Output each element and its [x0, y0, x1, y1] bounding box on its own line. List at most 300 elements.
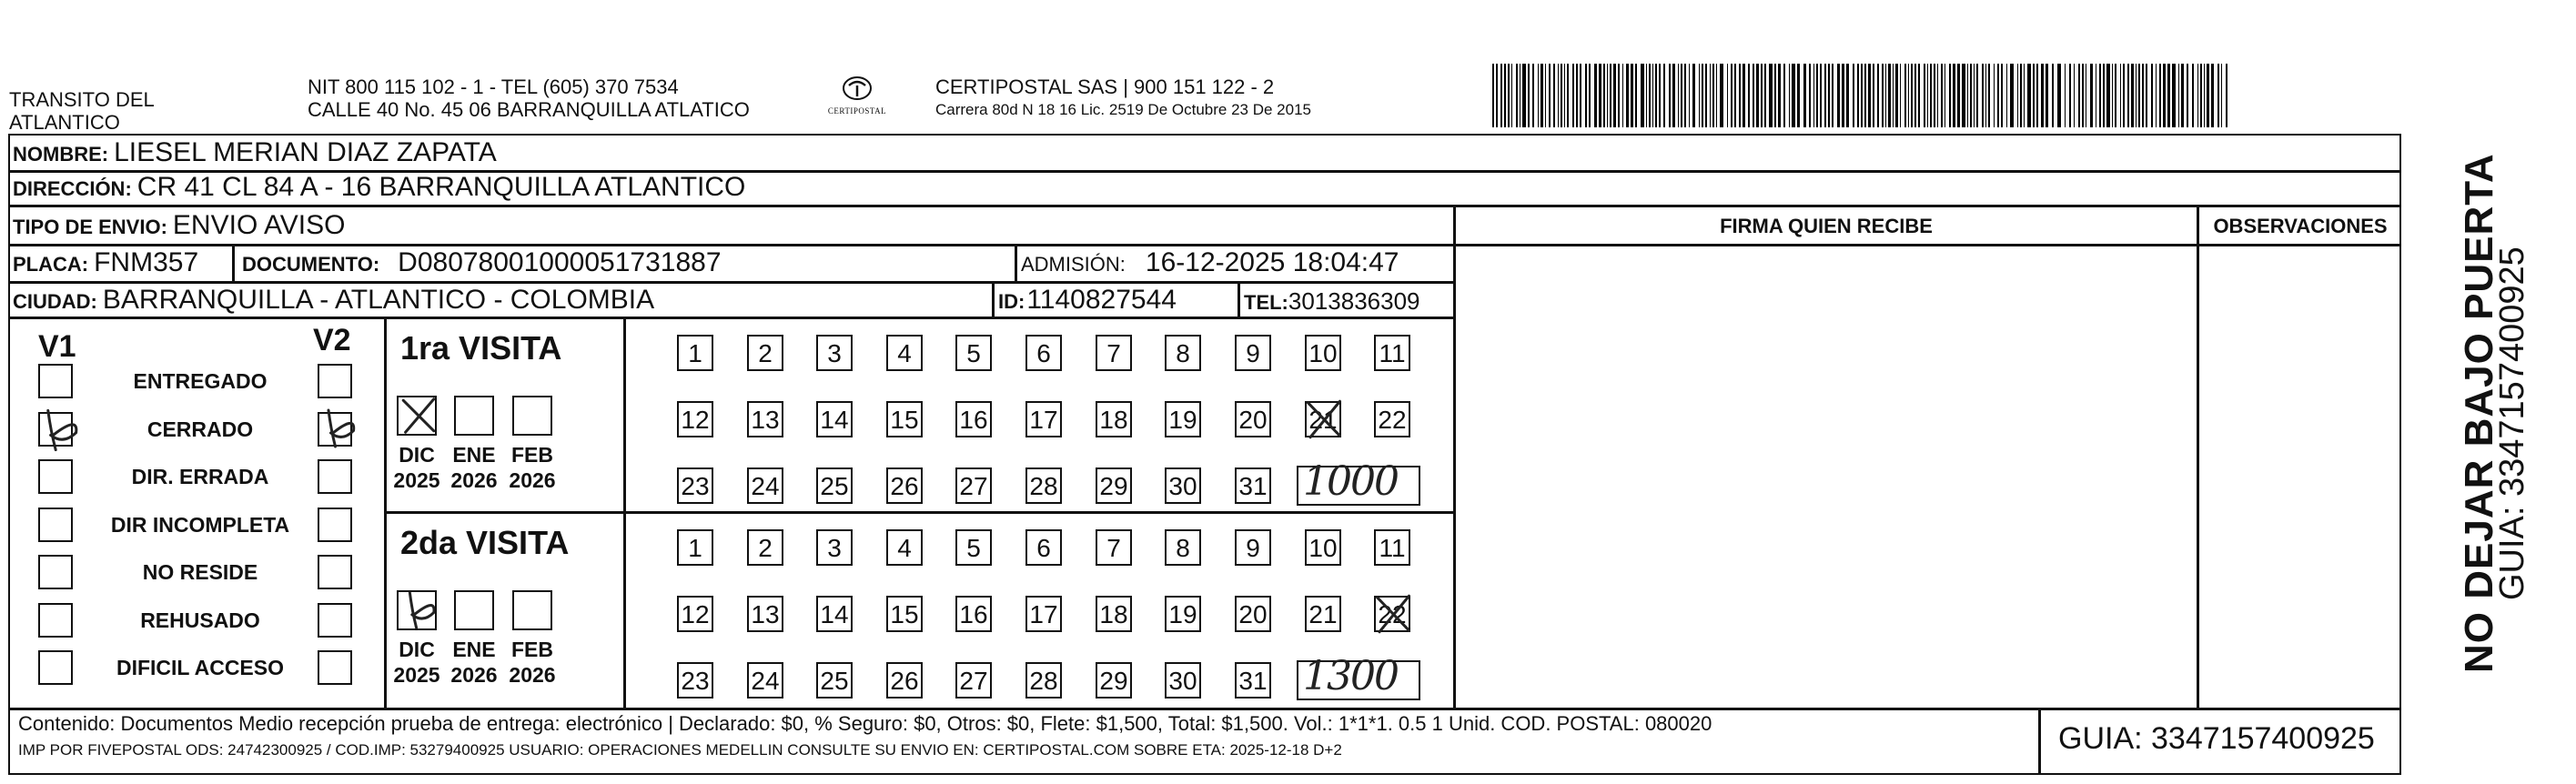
- visit1-day-18[interactable]: 18: [1096, 401, 1132, 437]
- barcode-bar: [1635, 64, 1637, 127]
- documento-label: DOCUMENTO:: [242, 253, 380, 276]
- visit1-day-14[interactable]: 14: [816, 401, 853, 437]
- barcode-bar: [1967, 64, 1969, 127]
- visit1-day-26[interactable]: 26: [886, 467, 923, 504]
- barcode-bar: [1672, 64, 1675, 127]
- barcode-bar: [1953, 64, 1955, 127]
- barcode-bar: [1684, 64, 1686, 127]
- logo-text: CERTIPOSTAL: [827, 106, 887, 116]
- barcode-bar: [2136, 64, 2137, 127]
- nombre-row: [13, 137, 497, 168]
- visit1-day-12[interactable]: 12: [677, 401, 713, 437]
- admision-field: [1021, 247, 1399, 278]
- visit2-month-label-dic: DIC: [399, 638, 435, 661]
- barcode-bar: [1774, 64, 1776, 127]
- barcode-bar: [1974, 64, 1975, 127]
- visit1-day-21[interactable]: 21: [1305, 401, 1341, 437]
- barcode-bar: [2010, 64, 2013, 127]
- barcode-bar: [1622, 64, 1624, 127]
- sender-contact: [308, 75, 750, 121]
- barcode: [1492, 64, 2229, 127]
- visit2-day-26[interactable]: 26: [886, 662, 923, 699]
- status-label-dificil-acceso: DIFICIL ACCESO: [116, 656, 284, 679]
- barcode-bar: [2138, 64, 2140, 127]
- visit1-month-box-ene[interactable]: [454, 396, 494, 436]
- barcode-bar: [1561, 64, 1562, 127]
- barcode-bar: [1731, 64, 1732, 127]
- barcode-bar: [1783, 64, 1785, 127]
- visit2-day-23[interactable]: 23: [677, 662, 713, 699]
- visit1-time-box[interactable]: [1297, 466, 1420, 506]
- barcode-bar: [1702, 64, 1703, 127]
- barcode-bar: [2065, 64, 2066, 127]
- barcode-bar: [1603, 64, 1605, 127]
- v2-checkbox-entregado[interactable]: [318, 364, 352, 398]
- barcode-bar: [1580, 64, 1581, 127]
- barcode-bar: [1764, 64, 1766, 127]
- barcode-bar: [1727, 64, 1729, 127]
- barcode-bar: [2127, 64, 2129, 127]
- visit1-day-25[interactable]: 25: [816, 467, 853, 504]
- visit1-day-31[interactable]: 31: [1235, 467, 1271, 504]
- barcode-bar: [1904, 64, 1906, 127]
- barcode-bar: [1567, 64, 1569, 127]
- barcode-bar: [1720, 64, 1722, 127]
- barcode-bar: [1895, 64, 1897, 127]
- barcode-bar: [1988, 64, 1990, 127]
- visit1-day-8[interactable]: 8: [1165, 335, 1201, 371]
- visit2-title: 2da VISITA: [400, 524, 570, 561]
- barcode-bar: [1705, 64, 1707, 127]
- visit1-day-7[interactable]: 7: [1096, 335, 1132, 371]
- barcode-bar: [2017, 64, 2019, 127]
- visit2-day-22[interactable]: 22: [1374, 596, 1410, 632]
- visit2-day-2[interactable]: 2: [747, 529, 783, 566]
- barcode-bar: [1949, 64, 1951, 127]
- barcode-bar: [1576, 64, 1578, 127]
- barcode-bar: [1769, 64, 1772, 127]
- visit1-day-6[interactable]: 6: [1025, 335, 1062, 371]
- visit2-day-11[interactable]: 11: [1374, 529, 1410, 566]
- footer-guia: GUIA: 3347157400925: [2058, 721, 2375, 756]
- barcode-bar: [2082, 64, 2084, 127]
- barcode-bar: [1545, 64, 1547, 127]
- barcode-bar: [1861, 64, 1863, 127]
- barcode-bar: [1888, 64, 1890, 127]
- barcode-bar: [1699, 64, 1701, 127]
- barcode-bar: [2090, 64, 2092, 127]
- visit1-day-22[interactable]: 22: [1374, 401, 1410, 437]
- visit1-day-30[interactable]: 30: [1165, 467, 1201, 504]
- barcode-bar: [1678, 64, 1680, 127]
- visit1-day-16[interactable]: 16: [955, 401, 992, 437]
- barcode-bar: [1900, 64, 1902, 127]
- visit2-day-12[interactable]: 12: [677, 596, 713, 632]
- v1-checkbox-dir-incompleta[interactable]: [38, 508, 73, 542]
- visit2-month-box-dic[interactable]: [397, 590, 437, 630]
- barcode-bar: [1553, 64, 1555, 127]
- barcode-bar: [2163, 64, 2166, 127]
- visit2-month-label-ene: ENE: [452, 638, 496, 661]
- barcode-bar: [1516, 64, 1518, 127]
- barcode-bar: [1692, 64, 1694, 127]
- barcode-bar: [1816, 64, 1818, 127]
- visit2-day-13[interactable]: 13: [747, 596, 783, 632]
- barcode-bar: [2131, 64, 2134, 127]
- visit2-month-box-feb[interactable]: [512, 590, 552, 630]
- barcode-bar: [1631, 64, 1633, 127]
- barcode-bar: [2103, 64, 2105, 127]
- barcode-bar: [1589, 64, 1591, 127]
- barcode-bar: [1908, 64, 1910, 127]
- barcode-bar: [1868, 64, 1871, 127]
- v1-checkbox-entregado[interactable]: [38, 364, 73, 398]
- barcode-bar: [1842, 64, 1844, 127]
- barcode-bar: [1937, 64, 1939, 127]
- status-label-entregado: ENTREGADO: [133, 369, 268, 393]
- barcode-bar: [1893, 64, 1894, 127]
- visit1-day-11[interactable]: 11: [1374, 335, 1410, 371]
- tel-label: TEL:: [1244, 291, 1288, 314]
- license-line: Carrera 80d N 18 16 Lic. 2519 De Octubre 23 De 2015: [935, 101, 1311, 118]
- direccion-label: DIRECCIÓN:: [13, 177, 132, 200]
- tipo-envio-row: [13, 210, 345, 241]
- barcode-bar: [2006, 64, 2008, 127]
- barcode-bar: [2178, 64, 2180, 127]
- barcode-bar: [1532, 64, 1534, 127]
- visit2-day-19[interactable]: 19: [1165, 596, 1201, 632]
- v2-checkbox-rehusado[interactable]: [318, 603, 352, 638]
- status-label-dir-errada: DIR. ERRADA: [131, 465, 269, 488]
- barcode-bar: [1492, 64, 1494, 127]
- visit2-day-9[interactable]: 9: [1235, 529, 1271, 566]
- barcode-bar: [2221, 64, 2223, 127]
- tipo-envio-label: TIPO DE ENVIO:: [13, 216, 167, 238]
- barcode-bar: [1641, 64, 1643, 127]
- visit1-year-label-feb: 2026: [509, 468, 556, 492]
- barcode-bar: [1594, 64, 1597, 127]
- visit2-day-7[interactable]: 7: [1096, 529, 1132, 566]
- barcode-bar: [1511, 64, 1513, 127]
- v1-checkbox-dificil-acceso[interactable]: [38, 650, 73, 685]
- barcode-bar: [1520, 64, 1521, 127]
- barcode-bar: [1837, 64, 1840, 127]
- placa-field: [13, 247, 198, 278]
- documento-value: D08078001000051731887: [398, 247, 722, 277]
- visit1-month-label-feb: FEB: [511, 443, 553, 467]
- barcode-bar: [1957, 64, 1960, 127]
- barcode-bar: [1864, 64, 1866, 127]
- sender-name: [9, 88, 155, 134]
- barcode-bar: [2057, 64, 2060, 127]
- barcode-bar: [2001, 64, 2003, 127]
- visit2-day-31[interactable]: 31: [1235, 662, 1271, 699]
- barcode-bar: [1669, 64, 1671, 127]
- barcode-bar: [1652, 64, 1654, 127]
- barcode-bar: [1930, 64, 1932, 127]
- visit1-title: 1ra VISITA: [400, 329, 562, 367]
- visit2-day-17[interactable]: 17: [1025, 596, 1062, 632]
- visit2-year-label-ene: 2026: [450, 663, 498, 687]
- visit1-day-24[interactable]: 24: [747, 467, 783, 504]
- visit2-day-1[interactable]: 1: [677, 529, 713, 566]
- barcode-bar: [1613, 64, 1616, 127]
- barcode-bar: [1734, 64, 1736, 127]
- visit2-day-27[interactable]: 27: [955, 662, 992, 699]
- visit2-day-25[interactable]: 25: [816, 662, 853, 699]
- visit2-year-label-dic: 2025: [393, 663, 440, 687]
- visit1-month-label-dic: DIC: [399, 443, 435, 467]
- visit2-day-24[interactable]: 24: [747, 662, 783, 699]
- contenido-text: Contenido: Documentos Medio recepción prueba de entrega: electrónico | Declarado: $0, % Seguro: $0, Otros: $0, Flete: $1,500, Total: $1,500. Vol.: 1*1*1. 0.5 1 Unid. COD. POSTAL: 080020: [18, 712, 1712, 735]
- v2-checkbox-dir-errada[interactable]: [318, 459, 352, 494]
- barcode-bar: [1761, 64, 1763, 127]
- visit1-day-2[interactable]: 2: [747, 335, 783, 371]
- barcode-bar: [1792, 64, 1794, 127]
- v1-checkbox-no-reside[interactable]: [38, 555, 73, 589]
- visit1-day-4[interactable]: 4: [886, 335, 923, 371]
- admision-value: 16-12-2025 18:04:47: [1145, 247, 1399, 277]
- v2-checkbox-dir-incompleta[interactable]: [318, 508, 352, 542]
- visit1-day-29[interactable]: 29: [1096, 467, 1132, 504]
- barcode-bar: [2200, 64, 2202, 127]
- barcode-bar: [1585, 64, 1587, 127]
- barcode-bar: [1739, 64, 1741, 127]
- barcode-bar: [1982, 64, 1984, 127]
- barcode-bar: [1813, 64, 1815, 127]
- barcode-bar: [1655, 64, 1657, 127]
- barcode-bar: [1564, 64, 1566, 127]
- visit2-time-handwritten: 1300: [1303, 653, 1398, 699]
- barcode-bar: [1918, 64, 1920, 127]
- id-value: 1140827544: [1026, 285, 1177, 315]
- barcode-bar: [1824, 64, 1826, 127]
- barcode-bar: [2181, 64, 2184, 127]
- visit1-day-20[interactable]: 20: [1235, 401, 1271, 437]
- no-dejar-bajo-puerta: NO DEJAR BAJO PUERTA: [2457, 153, 2501, 673]
- visit2-day-6[interactable]: 6: [1025, 529, 1062, 566]
- barcode-bar: [1857, 64, 1859, 127]
- side-guia: GUIA: 3347157400925: [2493, 246, 2531, 600]
- visit1-day-28[interactable]: 28: [1025, 467, 1062, 504]
- firma-header: FIRMA QUIEN RECIBE: [1720, 215, 1933, 237]
- barcode-bar: [1618, 64, 1620, 127]
- visit1-day-23[interactable]: 23: [677, 467, 713, 504]
- visit2-day-20[interactable]: 20: [1235, 596, 1271, 632]
- barcode-bar: [1927, 64, 1929, 127]
- id-label: ID:: [998, 290, 1025, 313]
- barcode-bar: [1853, 64, 1854, 127]
- barcode-bar: [2046, 64, 2048, 127]
- tel-value: 3013836309: [1288, 287, 1420, 315]
- nit-line: NIT 800 115 102 - 1 - TEL (605) 370 7534: [308, 75, 679, 98]
- barcode-bar: [1649, 64, 1651, 127]
- barcode-bar: [2024, 64, 2025, 127]
- v1-checkbox-rehusado[interactable]: [38, 603, 73, 638]
- visit1-day-17[interactable]: 17: [1025, 401, 1062, 437]
- barcode-bar: [1743, 64, 1745, 127]
- barcode-bar: [1846, 64, 1848, 127]
- barcode-bar: [2120, 64, 2122, 127]
- barcode-bar: [1789, 64, 1791, 127]
- visit1-day-13[interactable]: 13: [747, 401, 783, 437]
- barcode-bar: [1809, 64, 1811, 127]
- visit1-day-9[interactable]: 9: [1235, 335, 1271, 371]
- courier-info: [935, 75, 1311, 120]
- placa-value: FNM357: [94, 247, 199, 277]
- barcode-bar: [1924, 64, 1925, 127]
- direccion-value: CR 41 CL 84 A - 16 BARRANQUILLA ATLANTICO: [136, 172, 746, 202]
- status-label-cerrado: CERRADO: [146, 417, 254, 441]
- visit1-day-5[interactable]: 5: [955, 335, 992, 371]
- v2-checkbox-no-reside[interactable]: [318, 555, 352, 589]
- barcode-bar: [1970, 64, 1972, 127]
- barcode-bar: [2096, 64, 2097, 127]
- visit2-day-18[interactable]: 18: [1096, 596, 1132, 632]
- visit2-day-15[interactable]: 15: [886, 596, 923, 632]
- barcode-bar: [1914, 64, 1916, 127]
- barcode-bar: [2226, 64, 2227, 127]
- admision-label: ADMISIÓN:: [1021, 253, 1126, 276]
- barcode-bar: [1976, 64, 1978, 127]
- placa-label: PLACA:: [13, 253, 89, 276]
- barcode-bar: [1500, 64, 1502, 127]
- visit1-day-27[interactable]: 27: [955, 467, 992, 504]
- barcode-bar: [2187, 64, 2188, 127]
- visit2-day-28[interactable]: 28: [1025, 662, 1062, 699]
- barcode-bar: [1538, 64, 1540, 127]
- v2-checkbox-dificil-acceso[interactable]: [318, 650, 352, 685]
- nombre-value: LIESEL MERIAN DIAZ ZAPATA: [114, 137, 497, 167]
- visit2-day-16[interactable]: 16: [955, 596, 992, 632]
- barcode-bar: [2172, 64, 2175, 127]
- status-label-dir-incompleta: DIR INCOMPLETA: [110, 512, 290, 537]
- barcode-bar: [2192, 64, 2194, 127]
- visit1-month-box-feb[interactable]: [512, 396, 552, 436]
- visit1-day-19[interactable]: 19: [1165, 401, 1201, 437]
- visit2-month-box-ene[interactable]: [454, 590, 494, 630]
- barcode-bar: [1832, 64, 1834, 127]
- visit1-day-3[interactable]: 3: [816, 335, 853, 371]
- firma-signature-area[interactable]: [1456, 246, 2197, 708]
- barcode-bar: [1911, 64, 1913, 127]
- status-label-rehusado: REHUSADO: [140, 608, 260, 632]
- barcode-bar: [1572, 64, 1574, 127]
- v1-checkbox-dir-errada[interactable]: [38, 459, 73, 494]
- v2-label: V2: [313, 323, 351, 357]
- barcode-bar: [1712, 64, 1714, 127]
- barcode-bar: [1882, 64, 1884, 127]
- visit2-day-14[interactable]: 14: [816, 596, 853, 632]
- address-line: CALLE 40 No. 45 06 BARRANQUILLA ATLATICO: [308, 98, 750, 121]
- barcode-bar: [2156, 64, 2157, 127]
- nombre-label: NOMBRE:: [13, 143, 109, 166]
- visit2-time-box[interactable]: [1297, 660, 1420, 700]
- barcode-bar: [1934, 64, 1935, 127]
- visit2-day-5[interactable]: 5: [955, 529, 992, 566]
- barcode-bar: [1541, 64, 1542, 127]
- visit2-day-21[interactable]: 21: [1305, 596, 1341, 632]
- barcode-bar: [1985, 64, 1987, 127]
- sender-line-2: ATLANTICO: [9, 111, 120, 134]
- barcode-bar: [1997, 64, 1999, 127]
- status-label-no-reside: NO RESIDE: [142, 560, 258, 584]
- barcode-bar: [1522, 64, 1525, 127]
- tipo-envio-value: ENVIO AVISO: [172, 210, 346, 240]
- barcode-bar: [1716, 64, 1718, 127]
- visit1-year-label-ene: 2026: [450, 468, 498, 492]
- barcode-bar: [1496, 64, 1498, 127]
- barcode-bar: [2204, 64, 2206, 127]
- barcode-bar: [2115, 64, 2116, 127]
- ciudad-value: BARRANQUILLA - ATLANTICO - COLOMBIA: [102, 285, 655, 315]
- visit1-month-box-dic[interactable]: [397, 396, 437, 436]
- v1-label: V1: [38, 329, 76, 364]
- barcode-bar: [1659, 64, 1661, 127]
- barcode-bar: [2146, 64, 2147, 127]
- visit2-day-10[interactable]: 10: [1305, 529, 1341, 566]
- visit1-time-handwritten: 1000: [1303, 458, 1398, 505]
- documento-field: [242, 247, 722, 278]
- visit1-day-10[interactable]: 10: [1305, 335, 1341, 371]
- barcode-bar: [1646, 64, 1648, 127]
- barcode-bar: [2052, 64, 2054, 127]
- barcode-bar: [2099, 64, 2101, 127]
- visit2-month-label-feb: FEB: [511, 638, 553, 661]
- barcode-bar: [2086, 64, 2087, 127]
- ciudad-label: CIUDAD:: [13, 290, 97, 313]
- barcode-bar: [1528, 64, 1530, 127]
- tel-field: [1244, 287, 1420, 316]
- barcode-bar: [1689, 64, 1691, 127]
- visit2-day-3[interactable]: 3: [816, 529, 853, 566]
- barcode-bar: [1803, 64, 1806, 127]
- visit1-day-1[interactable]: 1: [677, 335, 713, 371]
- visit2-day-4[interactable]: 4: [886, 529, 923, 566]
- barcode-bar: [1599, 64, 1601, 127]
- id-field: [998, 285, 1177, 316]
- barcode-bar: [1549, 64, 1551, 127]
- barcode-bar: [2078, 64, 2080, 127]
- visit2-day-29[interactable]: 29: [1096, 662, 1132, 699]
- ciudad-field: [13, 285, 654, 316]
- barcode-bar: [1508, 64, 1510, 127]
- visit2-day-8[interactable]: 8: [1165, 529, 1201, 566]
- barcode-bar: [1877, 64, 1879, 127]
- certipostal-logo: [808, 75, 906, 126]
- barcode-bar: [2106, 64, 2109, 127]
- barcode-bar: [1626, 64, 1628, 127]
- barcode-bar: [1610, 64, 1611, 127]
- barcode-bar: [1994, 64, 1995, 127]
- barcode-bar: [2159, 64, 2161, 127]
- v1-checkbox-cerrado[interactable]: [38, 412, 73, 447]
- barcode-bar: [1778, 64, 1781, 127]
- barcode-bar: [1885, 64, 1887, 127]
- observaciones-area[interactable]: [2199, 246, 2401, 708]
- visit1-day-15[interactable]: 15: [886, 401, 923, 437]
- barcode-bar: [2211, 64, 2214, 127]
- v2-checkbox-cerrado[interactable]: [318, 412, 352, 447]
- barcode-bar: [2123, 64, 2125, 127]
- visit2-day-30[interactable]: 30: [1165, 662, 1201, 699]
- barcode-bar: [1558, 64, 1560, 127]
- barcode-bar: [2151, 64, 2153, 127]
- barcode-bar: [1828, 64, 1830, 127]
- barcode-bar: [2217, 64, 2219, 127]
- barcode-bar: [2167, 64, 2170, 127]
- barcode-bar: [1753, 64, 1754, 127]
